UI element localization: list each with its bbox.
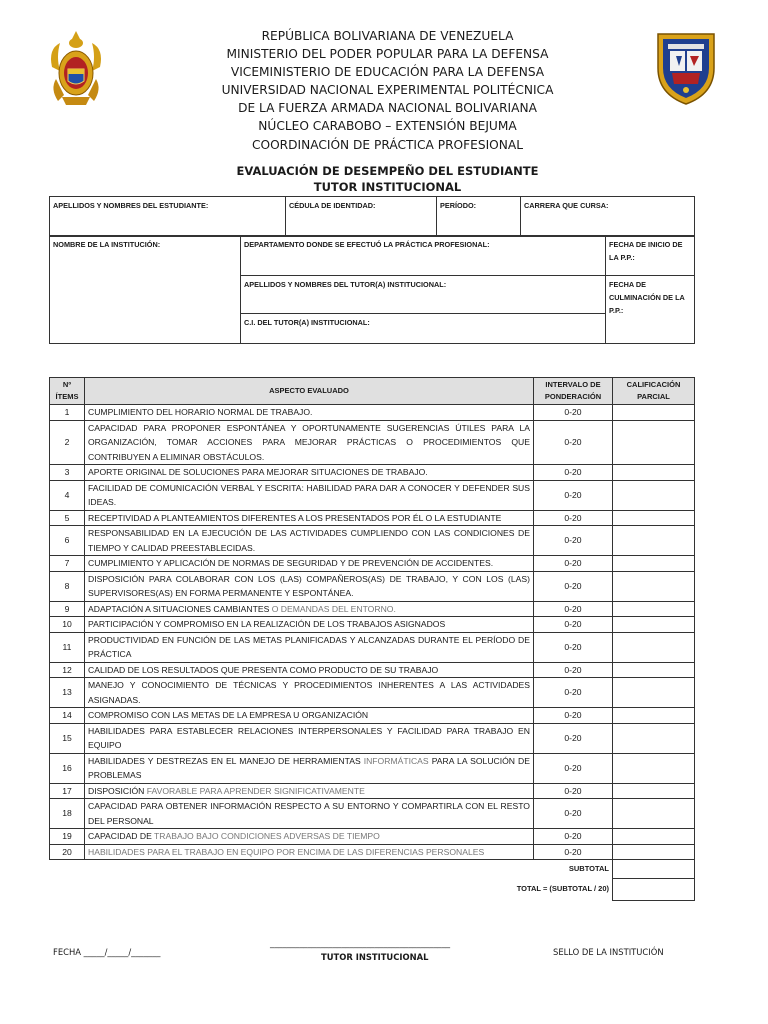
item-number: 17 [50,783,85,799]
evaluation-row [50,556,695,572]
item-grade-field[interactable] [613,753,695,783]
item-aspect-text: DISPOSICIÓN [88,785,145,796]
item-interval: 0-20 [534,601,613,617]
item-aspect [85,601,534,617]
period-field[interactable]: PERÍODO: [437,197,521,237]
item-aspect [85,480,534,510]
evaluation-row [50,420,695,465]
item-number: 2 [50,420,85,465]
item-aspect-text: ADAPTACIÓN A SITUACIONES CAMBIANTES [88,603,270,614]
item-number: 4 [50,480,85,510]
item-interval: 0-20 [534,465,613,481]
item-number: 5 [50,510,85,526]
item-grade-field[interactable] [613,465,695,481]
item-interval: 0-20 [534,829,613,845]
evaluation-row [50,480,695,510]
item-aspect-text: DISPOSICIÓN PARA COLABORAR CON LOS (LAS) COMPAÑEROS(AS) DE TRABAJO, Y CON LOS (LAS) SUPERVISORES(AS) EN FORMA PERMANENTE Y ESPONTÁNEA. [88,573,530,598]
evaluation-table [49,377,695,901]
item-number: 13 [50,678,85,708]
item-aspect [85,844,534,860]
item-aspect [85,708,534,724]
item-interval: 0-20 [534,753,613,783]
item-interval: 0-20 [534,723,613,753]
item-aspect [85,632,534,662]
item-interval: 0-20 [534,480,613,510]
end-date-field[interactable]: FECHA DE CULMINACIÓN DE LA P.P.: [606,276,695,344]
evaluation-row [50,405,695,421]
header-line: VICEMINISTERIO DE EDUCACIÓN PARA LA DEFENSA [230,65,545,80]
item-grade-field[interactable] [613,844,695,860]
item-number: 16 [50,753,85,783]
header-line: NÚCLEO CARABOBO – EXTENSIÓN BEJUMA [258,119,517,134]
student-info-table [49,196,695,237]
evaluation-row [50,753,695,783]
item-number: 10 [50,617,85,633]
item-interval: 0-20 [534,526,613,556]
total-label: TOTAL = (SUBTOTAL / 20) [516,884,609,894]
col-header-items: Nº ÍTEMS [50,378,85,405]
institution-info-table [49,235,695,344]
item-aspect-text: APORTE ORIGINAL DE SOLUCIONES PARA MEJORAR SITUACIONES DE TRABAJO. [88,467,428,477]
item-aspect [85,526,534,556]
item-number: 1 [50,405,85,421]
item-aspect-text: PRODUCTIVIDAD EN FUNCIÓN DE LAS METAS PLANIFICADAS Y ALCANZADAS DURANTE EL PERÍODO DE PRÁCTICA [88,634,530,659]
item-aspect-text: HABILIDADES Y DESTREZAS EN EL MANEJO DE HERRAMIENTAS [88,755,361,766]
item-aspect-text: MANEJO Y CONOCIMIENTO DE TÉCNICAS Y PROCEDIMIENTOS INHERENTES A LAS ACTIVIDADES ASIGNADAS. [88,680,530,705]
item-aspect [85,783,534,799]
item-number: 6 [50,526,85,556]
header-line: DE LA FUERZA ARMADA NACIONAL BOLIVARIANA [238,101,537,116]
item-number: 8 [50,571,85,601]
subtotal-label: SUBTOTAL [568,864,609,873]
item-grade-field[interactable] [613,556,695,572]
item-grade-field[interactable] [613,662,695,678]
signature-line[interactable]: ___________________________________________ [270,938,451,948]
item-aspect-text-gray: FAVORABLE PARA APRENDER SIGNIFICATIVAMENTE [144,785,365,796]
item-grade-field[interactable] [613,678,695,708]
left-military-seal [46,27,106,109]
item-interval: 0-20 [534,420,613,465]
item-grade-field[interactable] [613,708,695,724]
item-interval: 0-20 [534,844,613,860]
evaluation-row [50,465,695,481]
item-number: 3 [50,465,85,481]
item-number: 14 [50,708,85,724]
item-grade-field[interactable] [613,510,695,526]
item-number: 20 [50,844,85,860]
item-aspect-text: HABILIDADES PARA ESTABLECER RELACIONES INTERPERSONALES Y FACILIDAD PARA TRABAJO EN EQUIPO [88,725,530,750]
item-aspect [85,556,534,572]
student-name-field[interactable]: APELLIDOS Y NOMBRES DEL ESTUDIANTE: [50,197,286,237]
item-number: 12 [50,662,85,678]
header-line: UNIVERSIDAD NACIONAL EXPERIMENTAL POLITÉCNICA [221,83,554,98]
item-aspect [85,571,534,601]
institution-name-field[interactable]: NOMBRE DE LA INSTITUCIÓN: [50,236,241,344]
item-aspect [85,405,534,421]
item-grade-field[interactable] [613,526,695,556]
item-aspect-text: CUMPLIMIENTO DEL HORARIO NORMAL DE TRABAJO. [88,407,313,417]
header-line: MINISTERIO DEL PODER POPULAR PARA LA DEFENSA [226,47,549,62]
item-interval: 0-20 [534,783,613,799]
item-aspect-text: RESPONSABILIDAD EN LA EJECUCIÓN DE LAS ACTIVIDADES CUMPLIENDO CON LAS CONDICIONES DE TIEMPO Y CALIDAD PREESTABLECIDAS. [88,528,530,553]
career-field[interactable]: CARRERA QUE CURSA: [521,197,695,237]
item-number: 7 [50,556,85,572]
institution-seal-label: SELLO DE LA INSTITUCIÓN [553,947,664,957]
subtotal-field[interactable] [613,860,695,879]
evaluation-row [50,571,695,601]
item-number: 18 [50,799,85,829]
item-aspect [85,753,534,783]
tutor-id-field[interactable]: C.I. DEL TUTOR(A) INSTITUCIONAL: [241,314,606,344]
item-aspect-text: CAPACIDAD PARA OBTENER INFORMACIÓN RESPECTO A SU ENTORNO Y COMPARTIRLA CON EL RESTO DEL PERSONAL [88,801,530,826]
evaluation-row [50,526,695,556]
item-aspect-text: FACILIDAD DE COMUNICACIÓN VERBAL Y ESCRITA: HABILIDAD PARA DAR A CONOCER Y DEFENDER SUS IDEAS. [88,482,530,507]
item-aspect [85,420,534,465]
item-interval: 0-20 [534,632,613,662]
item-aspect-text-after: PARA LA SOLUCIÓN DE PROBLEMAS [88,755,530,780]
item-grade-field[interactable] [613,632,695,662]
col-header-interval: INTERVALO DE PONDERACIÓN [534,378,613,405]
item-grade-field[interactable] [613,601,695,617]
item-aspect-text: PARTICIPACIÓN Y COMPROMISO EN LA REALIZACIÓN DE LOS TRABAJOS ASIGNADOS [88,619,446,629]
item-aspect-text: CUMPLIMIENTO Y APLICACIÓN DE NORMAS DE SEGURIDAD Y DE PREVENCIÓN DE ACCIDENTES. [88,558,494,568]
item-aspect [85,465,534,481]
item-aspect-text: RECEPTIVIDAD A PLANTEAMIENTOS DIFERENTES A LOS PRESENTADOS POR ÉL O LA ESTUDIANTE [88,512,502,523]
item-interval: 0-20 [534,405,613,421]
item-grade-field[interactable] [613,783,695,799]
item-grade-field[interactable] [613,723,695,753]
form-title-line1: EVALUACIÓN DE DESEMPEÑO DEL ESTUDIANTE [236,164,539,178]
item-interval: 0-20 [534,617,613,633]
department-field[interactable]: DEPARTAMENTO DONDE SE EFECTUÓ LA PRÁCTICA PROFESIONAL: [241,236,606,276]
item-interval: 0-20 [534,799,613,829]
item-number: 19 [50,829,85,845]
item-number: 9 [50,601,85,617]
tutor-signature-label: TUTOR INSTITUCIONAL [321,952,429,962]
item-number: 15 [50,723,85,753]
item-aspect-text-gray: INFORMÁTICAS [360,755,429,766]
item-aspect-text-gray: TRABAJO BAJO CONDICIONES ADVERSAS DE TIEMPO [151,831,380,841]
item-grade-field[interactable] [613,480,695,510]
tutor-name-field[interactable]: APELLIDOS Y NOMBRES DEL TUTOR(A) INSTITUCIONAL: [241,276,606,314]
institution-header [150,27,625,154]
evaluation-row [50,723,695,753]
item-aspect [85,662,534,678]
item-grade-field[interactable] [613,420,695,465]
item-interval: 0-20 [534,708,613,724]
col-header-aspect: ASPECTO EVALUADO [85,378,534,405]
form-title [150,163,625,195]
item-grade-field[interactable] [613,799,695,829]
item-interval: 0-20 [534,662,613,678]
item-grade-field[interactable] [613,571,695,601]
evaluation-row [50,678,695,708]
item-aspect [85,723,534,753]
item-aspect [85,799,534,829]
col-header-grade: CALIFICACIÓN PARCIAL [613,378,695,405]
item-interval: 0-20 [534,571,613,601]
evaluation-row [50,783,695,799]
evaluation-row [50,632,695,662]
item-aspect-text-gray: O DEMANDAS DEL ENTORNO. [269,603,396,614]
total-field[interactable] [613,879,695,901]
evaluation-row [50,799,695,829]
item-aspect-text: CAPACIDAD DE [88,831,152,841]
header-line: REPÚBLICA BOLIVARIANA DE VENEZUELA [261,29,514,43]
evaluation-row [50,708,695,724]
right-university-seal [654,28,718,106]
start-date-field[interactable]: FECHA DE INICIO DE LA P.P.: [606,236,695,276]
evaluation-row [50,829,695,845]
item-interval: 0-20 [534,678,613,708]
item-aspect-text: CAPACIDAD PARA PROPONER ESPONTÁNEA Y OPORTUNAMENTE SUGERENCIAS ÚTILES PARA LA ORGANIZACIÓN, TOMAR ACCIONES PARA MEJORAR PRÁCTICAS O PROCEDIMIENTOS QUE CONTRIBUYEN A ELIMINAR OBSTÁCULOS. [88,422,530,462]
item-aspect-text: CALIDAD DE LOS RESULTADOS QUE PRESENTA COMO PRODUCTO DE SU TRABAJO [88,664,439,675]
item-interval: 0-20 [534,556,613,572]
student-id-field[interactable]: CÉDULA DE IDENTIDAD: [286,197,437,237]
item-aspect-text-gray: HABILIDADES PARA EL TRABAJO EN EQUIPO POR ENCIMA DE LAS DIFERENCIAS PERSONALES [88,846,485,857]
item-aspect [85,829,534,845]
header-line: COORDINACIÓN DE PRÁCTICA PROFESIONAL [251,137,524,152]
item-aspect-text: COMPROMISO CON LAS METAS DE LA EMPRESA U ORGANIZACIÓN [88,710,369,720]
item-grade-field[interactable] [613,617,695,633]
item-aspect [85,617,534,633]
evaluation-row [50,662,695,678]
item-aspect [85,678,534,708]
item-number: 11 [50,632,85,662]
date-line[interactable]: FECHA _____/_____/_______ [53,947,161,957]
evaluation-row [50,844,695,860]
item-interval: 0-20 [534,510,613,526]
item-aspect [85,510,534,526]
form-title-line2: TUTOR INSTITUCIONAL [313,180,462,194]
evaluation-row [50,601,695,617]
evaluation-row [50,617,695,633]
item-grade-field[interactable] [613,829,695,845]
item-grade-field[interactable] [613,405,695,421]
evaluation-row [50,510,695,526]
